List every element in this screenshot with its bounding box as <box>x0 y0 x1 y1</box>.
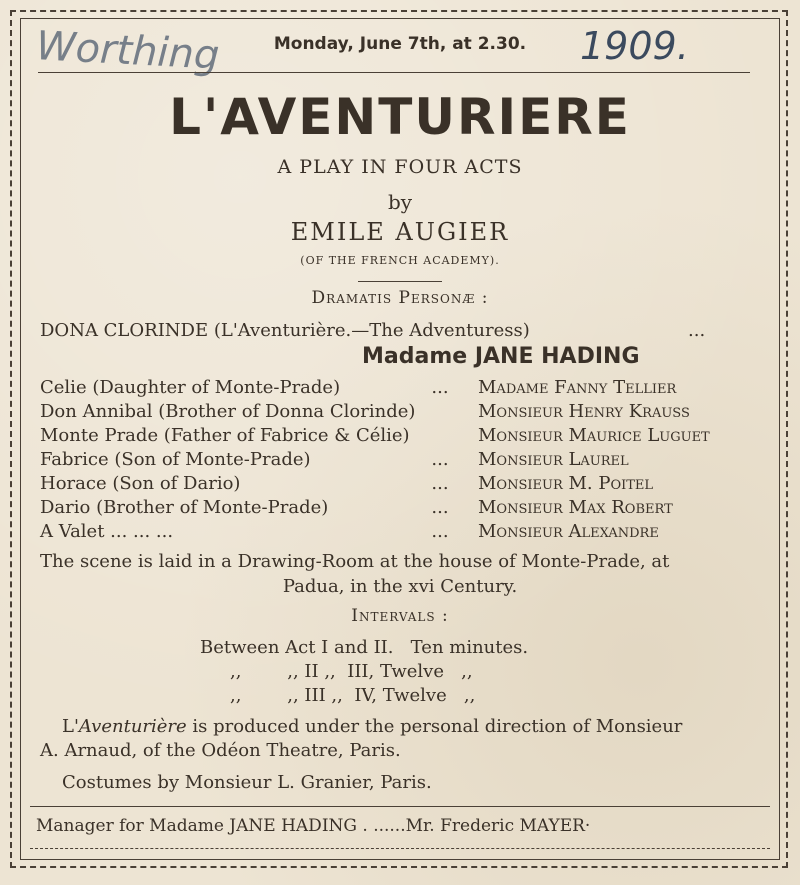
scene-line-1: The scene is laid in a Drawing-Room at the house of Monte-Prade, at <box>40 551 670 572</box>
cast-role: A Valet ... ... ... <box>40 521 174 542</box>
cast-row <box>40 473 760 497</box>
cast-actor: Monsieur Laurel <box>478 449 629 470</box>
cast-actor: Monsieur Maurice Luguet <box>478 425 710 446</box>
cast-dots: ... <box>431 473 449 494</box>
interval-line-2: ,, ,, II ,, III, Twelve ,, <box>230 661 473 682</box>
handwritten-year: 1909. <box>580 24 689 68</box>
costumes-line: Costumes by Monsieur L. Granier, Paris. <box>62 772 432 793</box>
cast-role: Horace (Son of Dario) <box>40 473 241 494</box>
cast-role: Don Annibal (Brother of Donna Clorinde) <box>40 401 416 422</box>
cast-dots: ... <box>431 449 449 470</box>
cast-dots: ... <box>431 377 449 398</box>
interval-line-3: ,, ,, III ,, IV, Twelve ,, <box>230 685 476 706</box>
author-affiliation: (OF THE FRENCH ACADEMY). <box>300 254 500 267</box>
dramatis-heading: Dramatis Personæ : <box>311 288 489 308</box>
lead-actor: Madame JANE HADING <box>362 344 640 369</box>
production-rest: is produced under the personal direction of Monsieur <box>186 716 683 737</box>
cast-row <box>40 497 760 521</box>
production-play-title: Aventurière <box>78 716 187 737</box>
lead-role: DONA CLORINDE (L'Aventurière.—The Adventuress) <box>40 320 530 341</box>
cast-actor: Madame Fanny Tellier <box>478 377 677 398</box>
manager-line: Manager for Madame JANE HADING . ......Mr. Frederic MAYER· <box>36 816 591 836</box>
lead-dots: ... <box>688 320 706 341</box>
cast-role: Fabrice (Son of Monte-Prade) <box>40 449 311 470</box>
cast-row <box>40 377 760 401</box>
production-prefix: L' <box>62 716 79 737</box>
date-time: Monday, June 7th, at 2.30. <box>273 34 527 54</box>
cast-role: Dario (Brother of Monte-Prade) <box>40 497 329 518</box>
cast-actor: Monsieur Max Robert <box>478 497 673 518</box>
footer-rule-bottom <box>30 848 770 849</box>
ornament-rule <box>358 281 442 282</box>
interval-line-1: Between Act I and II. Ten minutes. <box>200 637 529 658</box>
cast-actor: Monsieur Henry Krauss <box>478 401 690 422</box>
by-label: by <box>387 190 413 214</box>
cast-dots: ... <box>431 497 449 518</box>
play-title: L'AVENTURIERE <box>169 88 631 146</box>
production-line-1 <box>62 716 682 737</box>
header-rule <box>38 72 750 73</box>
handwritten-place: Worthing <box>34 23 221 79</box>
intervals-heading: Intervals : <box>351 606 449 626</box>
author-name: EMILE AUGIER <box>290 218 510 246</box>
cast-row <box>40 425 760 449</box>
cast-row <box>40 401 760 425</box>
cast-actor: Monsieur Alexandre <box>478 521 659 542</box>
play-subtitle: A PLAY IN FOUR ACTS <box>277 156 523 178</box>
cast-row <box>40 449 760 473</box>
production-line-2: A. Arnaud, of the Odéon Theatre, Paris. <box>40 740 401 761</box>
footer-rule-top <box>30 806 770 807</box>
scene-line-2: Padua, in the xvi Century. <box>282 576 518 597</box>
cast-row <box>40 521 760 545</box>
cast-role: Celie (Daughter of Monte-Prade) <box>40 377 341 398</box>
cast-dots: ... <box>431 521 449 542</box>
cast-actor: Monsieur M. Poitel <box>478 473 654 494</box>
cast-role: Monte Prade (Father of Fabrice & Célie) <box>40 425 410 446</box>
